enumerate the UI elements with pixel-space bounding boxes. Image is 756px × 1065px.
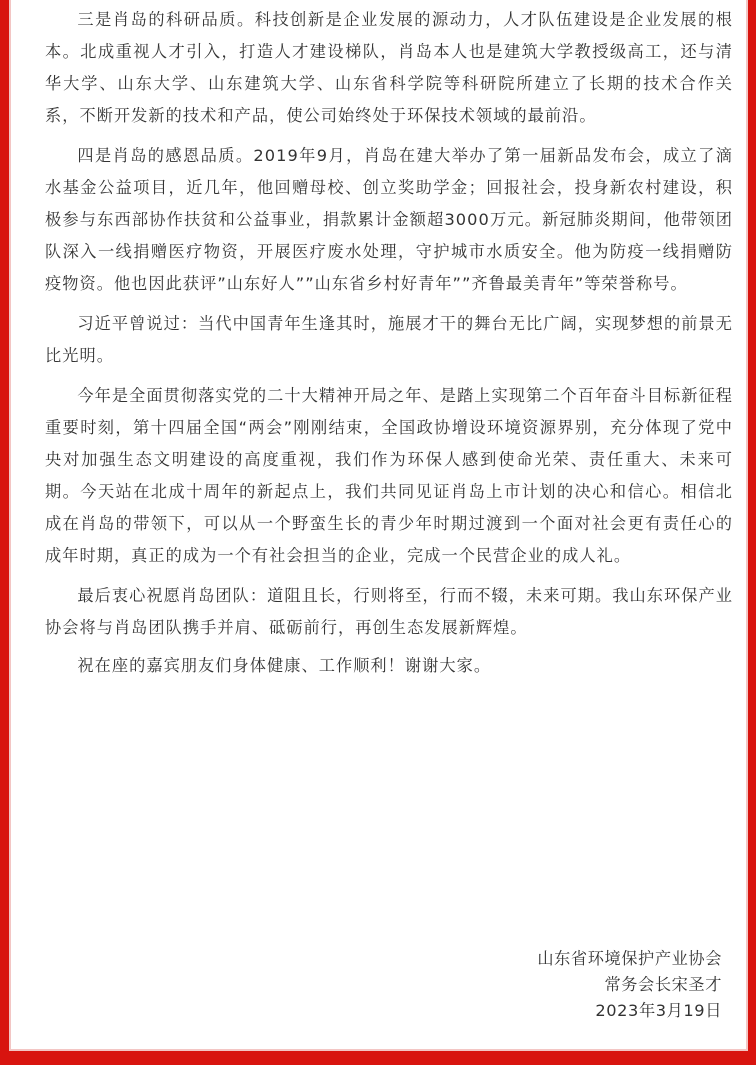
paragraph-gratitude-quality: 四是肖岛的感恩品质。2019年9月，肖岛在建大举办了第一届新品发布会，成立了滴水基金公益项目，近几年，他回赠母校、创立奖助学金；回报社会，投身新农村建设，积极参与东西部协作扶贫和公益事业，捐款累计金额超3000万元。新冠肺炎期间，他带领团队深入一线捐赠医疗物资，开展医疗废水处理，守护城市水质安全。他为防疫一线捐赠防疫物资。他也因此获评”山东好人””山东省乡村好青年””齐鲁最美青年”等荣誉称号。 <box>45 146 733 293</box>
signature-block <box>537 946 722 1024</box>
paragraph-quote: 习近平曾说过：当代中国青年生逢其时，施展才干的舞台无比广阔，实现梦想的前景无比光明。 <box>45 314 733 365</box>
article-content <box>45 4 733 690</box>
paragraph-closing: 祝在座的嘉宾朋友们身体健康、工作顺利！谢谢大家。 <box>77 656 492 675</box>
signature-organization: 山东省环境保护产业协会 <box>537 949 722 968</box>
signature-person: 常务会长宋圣才 <box>604 975 722 994</box>
paragraph-blessing: 最后衷心祝愿肖岛团队：道阻且长，行则将至，行而不辍，未来可期。我山东环保产业协会将与肖岛团队携手并肩、砥砺前行，再创生态发展新辉煌。 <box>45 586 733 637</box>
paragraph-this-year: 今年是全面贯彻落实党的二十大精神开局之年、是踏上实现第二个百年奋斗目标新征程重要时刻，第十四届全国“两会”刚刚结束，全国政协增设环境资源界别，充分体现了党中央对加强生态文明建设的高度重视，我们作为环保人感到使命光荣、责任重大、未来可期。今天站在北成十周年的新起点上，我们共同见证肖岛上市计划的决心和信心。相信北成在肖岛的带领下，可以从一个野蛮生长的青少年时期过渡到一个面对社会更有责任心的成年时期，真正的成为一个有社会担当的企业，完成一个民营企业的成人礼。 <box>45 386 733 565</box>
signature-date: 2023年3月19日 <box>595 1001 722 1020</box>
page-body <box>9 0 748 1051</box>
paragraph-research-quality: 三是肖岛的科研品质。科技创新是企业发展的源动力，人才队伍建设是企业发展的根本。北成重视人才引入，打造人才建设梯队，肖岛本人也是建筑大学教授级高工，还与清华大学、山东大学、山东建筑大学、山东省科学院等科研院所建立了长期的技术合作关系，不断开发新的技术和产品，使公司始终处于环保技术领域的最前沿。 <box>45 10 733 125</box>
